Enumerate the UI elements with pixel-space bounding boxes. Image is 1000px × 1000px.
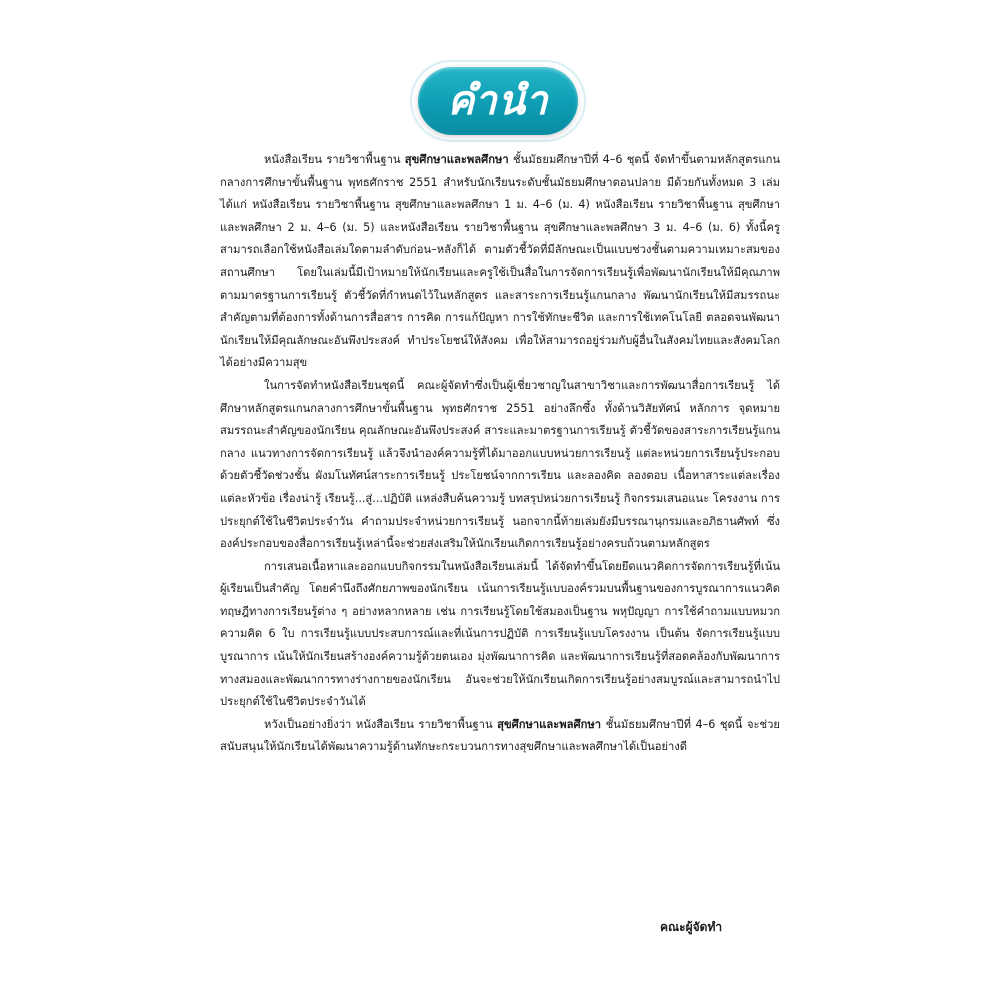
paragraph-text: การเสนอเนื้อหาและออกแบบกิจกรรมในหนังสือเรียนเล่มนี้ ได้จัดทำขึ้นโดยยึดแนวคิดการจัดการเรียนรู้ที่เน้นผู้เรียนเป็นสำคัญ โดยคำนึงถึงศักยภาพของนักเรียน เน้นการเรียนรู้แบบองค์รวมบนพื้นฐานของการบูรณาการแนวคิดทฤษฎีทางการเรียนรู้ต่าง ๆ อย่างหลากหลาย เช่น การเรียนรู้โดยใช้สมองเป็นฐาน พหุปัญญา การใช้คำถามแบบหมวกความคิด 6 ใบ การเรียนรู้แบบประสบการณ์และที่เน้นการปฏิบัติ การเรียนรู้แบบโครงงาน เป็นต้น จัดการเรียนรู้แบบบูรณาการ เน้นให้นักเรียนสร้างองค์ความรู้ด้วยตนเอง มุ่งพัฒนาการคิด และพัฒนาการเรียนรู้ที่สอดคล้องกับพัฒนาการทางสมองและพัฒนาการทางร่างกายของนักเรียน อันจะช่วยให้นักเรียนเกิดการเรียนรู้อย่างสมบูรณ์และสามารถนำไปประยุกต์ใช้ในชีวิตประจำวันได้	[220, 559, 780, 709]
page-title: คำนำ	[447, 78, 549, 124]
paragraph-text: ชั้นมัธยมศึกษาปีที่ 4–6 ชุดนี้ จัดทำขึ้นตามหลักสูตรแกนกลางการศึกษาขั้นพื้นฐาน พุทธศักราช 2551 สำหรับนักเรียนระดับชั้นมัธยมศึกษาตอนปลาย มีด้วยกันทั้งหมด 3 เล่ม ได้แก่ หนังสือเรียน รายวิชาพื้นฐาน สุขศึกษาและพลศึกษา 1 ม. 4–6 (ม. 4) หนังสือเรียน รายวิชาพื้นฐาน สุขศึกษาและพลศึกษา 2 ม. 4–6 (ม. 5) และหนังสือเรียน รายวิชาพื้นฐาน สุขศึกษาและพลศึกษา 3 ม. 4–6 (ม. 6) ทั้งนี้ครูสามารถเลือกใช้หนังสือเล่มใดตามลำดับก่อน–หลังก็ได้ ตามตัวชี้วัดที่มีลักษณะเป็นแบบช่วงชั้นตามความเหมาะสมของสถานศึกษา โดยในเล่มนี้มีเป้าหมายให้นักเรียนและครูใช้เป็นสื่อในการจัดการเรียนรู้เพื่อพัฒนานักเรียนให้มีคุณภาพตามมาตรฐานการเรียนรู้ ตัวชี้วัดที่กำหนดไว้ในหลักสูตร และสาระการเรียนรู้แกนกลาง พัฒนานักเรียนให้มีสมรรถนะสำคัญตามที่ต้องการทั้งด้านการสื่อสาร การคิด การแก้ปัญหา การใช้ทักษะชีวิต และการใช้เทคโนโลยี ตลอดจนพัฒนานักเรียนให้มีคุณลักษณะอันพึงประสงค์ ทำประโยชน์ให้สังคม เพื่อให้สามารถอยู่ร่วมกับผู้อื่นในสังคมไทยและสังคมโลกได้อย่างมีความสุข	[220, 153, 780, 370]
paragraph-4	[220, 714, 780, 759]
title-pill	[418, 67, 578, 135]
paragraph-3	[220, 556, 780, 714]
paragraph-text: ในการจัดทำหนังสือเรียนชุดนี้ คณะผู้จัดทำซึ่งเป็นผู้เชี่ยวชาญในสาขาวิชาและการพัฒนาสื่อการเรียนรู้ ได้ศึกษาหลักสูตรแกนกลางการศึกษาขั้นพื้นฐาน พุทธศักราช 2551 อย่างลึกซึ้ง ทั้งด้านวิสัยทัศน์ หลักการ จุดหมาย สมรรถนะสำคัญของนักเรียน คุณลักษณะอันพึงประสงค์ สาระและมาตรฐานการเรียนรู้ ตัวชี้วัดของสาระการเรียนรู้แกนกลาง แนวทางการจัดการเรียนรู้ แล้วจึงนำองค์ความรู้ที่ได้มาออกแบบหน่วยการเรียนรู้ แต่ละหน่วยการเรียนรู้ประกอบด้วยตัวชี้วัดช่วงชั้น ผังมโนทัศน์สาระการเรียนรู้ ประโยชน์จากการเรียน และลองคิด ลองตอบ เนื้อหาสาระแต่ละเรื่องแต่ละหัวข้อ เรื่องน่ารู้ เรียนรู้...สู่...ปฏิบัติ แหล่งสืบค้นความรู้ บทสรุปหน่วยการเรียนรู้ กิจกรรมเสนอแนะ โครงงาน การประยุกต์ใช้ในชีวิตประจำวัน คำถามประจำหน่วยการเรียนรู้ นอกจากนี้ท้ายเล่มยังมีบรรณานุกรมและอภิธานศัพท์ ซึ่งองค์ประกอบของสื่อการเรียนรู้เหล่านี้จะช่วยส่งเสริมให้นักเรียนเกิดการเรียนรู้อย่างครบถ้วนตามหลักสูตร	[220, 378, 780, 551]
paragraph-text: หนังสือเรียน รายวิชาพื้นฐาน	[264, 153, 405, 166]
author-signature: คณะผู้จัดทำ	[660, 920, 723, 934]
paragraph-text: หวังเป็นอย่างยิ่งว่า หนังสือเรียน รายวิชาพื้นฐาน	[264, 717, 498, 731]
preface-body	[220, 149, 780, 759]
paragraph-1	[220, 149, 780, 375]
subject-name-bold: สุขศึกษาและพลศึกษา	[404, 153, 509, 166]
subject-name-bold: สุขศึกษาและพลศึกษา	[497, 717, 602, 731]
paragraph-2	[220, 375, 780, 556]
paragraph-text: ชั้นมัธยมศึกษาปีที่ 4–6 ชุดนี้ จะช่วยสนับสนุนให้นักเรียนได้พัฒนาความรู้ด้านทักษะกระบวนการทางสุขศึกษาและพลศึกษาได้เป็นอย่างดี	[220, 717, 780, 754]
title-badge	[412, 62, 584, 140]
